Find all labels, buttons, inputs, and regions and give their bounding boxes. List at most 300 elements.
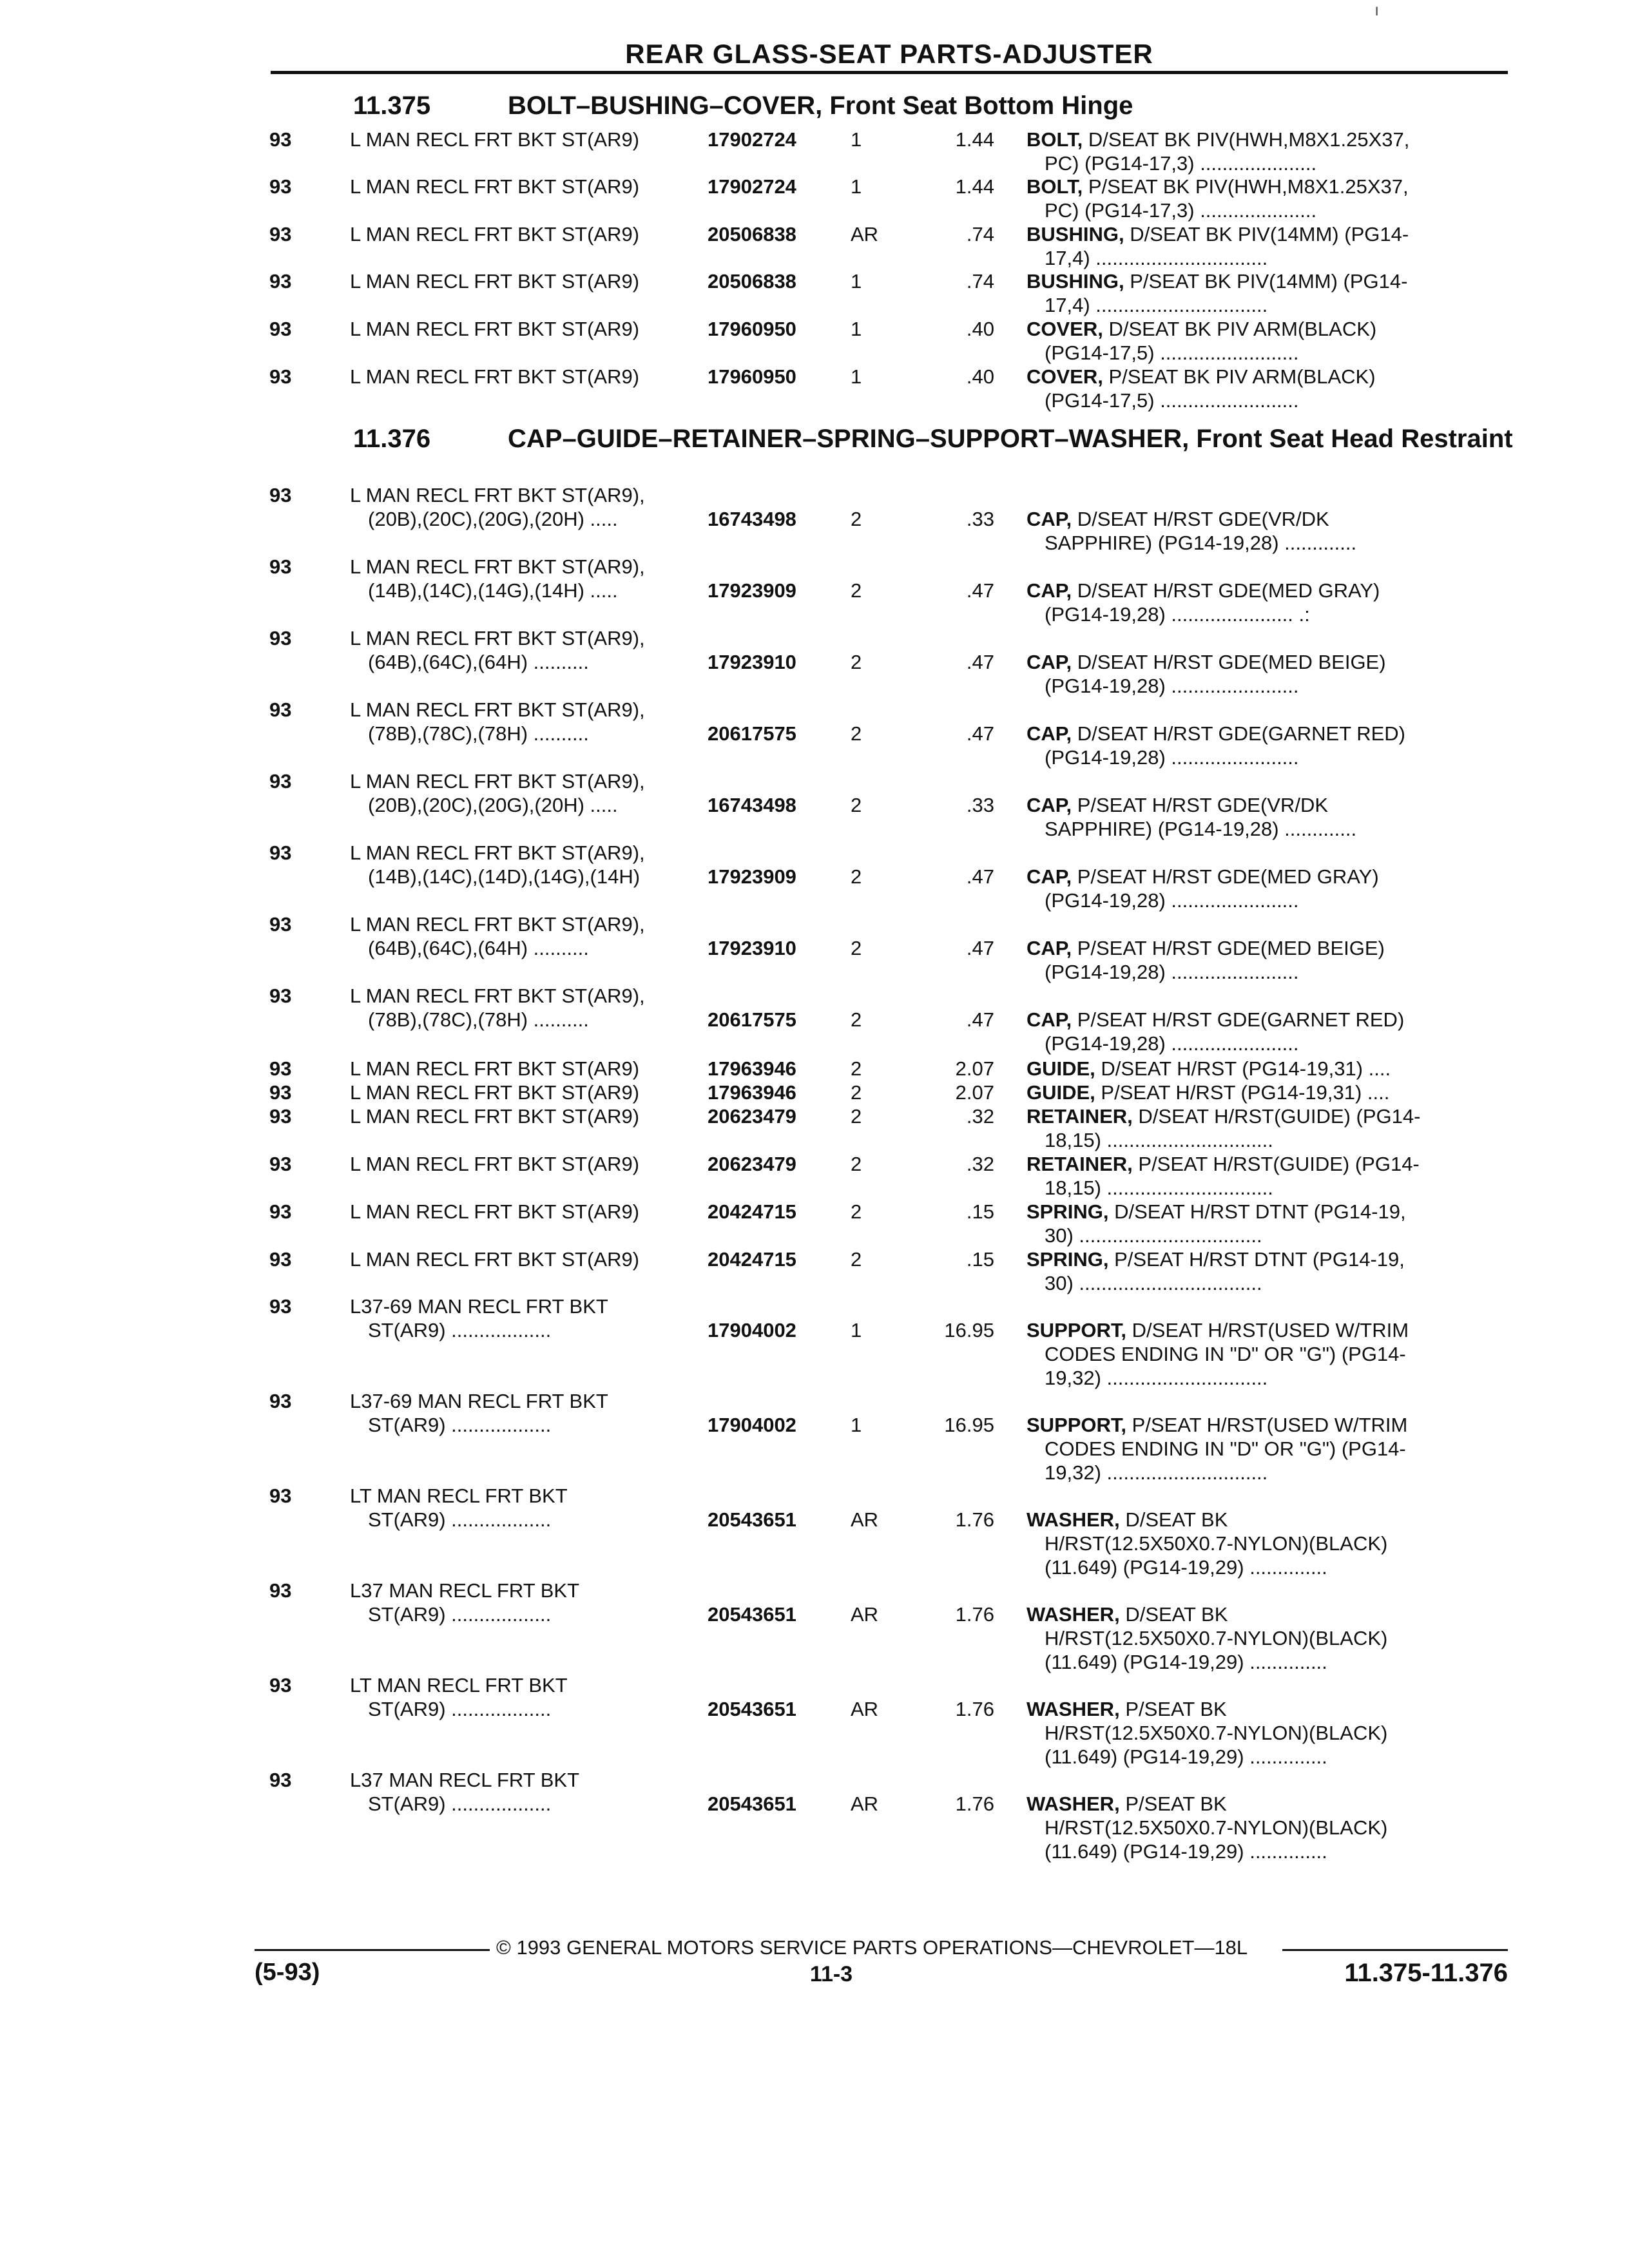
part-number: 20617575 bbox=[708, 722, 796, 745]
quantity: 1 bbox=[851, 1414, 862, 1436]
part-detail: D/SEAT H/RST GDE(GARNET RED) bbox=[1077, 722, 1405, 745]
part-name: WASHER, bbox=[1027, 1603, 1120, 1626]
vehicle-description-line: ST(AR9) .................. bbox=[368, 1319, 552, 1341]
part-description-line: 30) ................................. bbox=[1045, 1224, 1262, 1247]
price: 1.76 bbox=[955, 1698, 994, 1720]
part-number: 20506838 bbox=[708, 270, 796, 293]
part-detail: D/SEAT BK bbox=[1125, 1508, 1228, 1531]
vehicle-description bbox=[350, 1152, 685, 1176]
price: .15 bbox=[966, 1248, 994, 1271]
part-description-line bbox=[1027, 1153, 1420, 1175]
part-description bbox=[1027, 1413, 1503, 1485]
vehicle-description-line: L MAN RECL FRT BKT ST(AR9) bbox=[350, 1081, 640, 1104]
vehicle-description bbox=[350, 769, 685, 817]
part-name: BOLT, bbox=[1027, 175, 1083, 198]
model-year: 93 bbox=[269, 484, 292, 506]
quantity: 2 bbox=[851, 579, 862, 602]
part-description-line: (PG14-17,5) ......................... bbox=[1045, 389, 1299, 412]
vehicle-description-line: L MAN RECL FRT BKT ST(AR9) bbox=[350, 223, 640, 245]
part-description-line: 19,32) ............................. bbox=[1045, 1461, 1268, 1484]
part-description bbox=[1027, 365, 1503, 412]
vehicle-description-line: L MAN RECL FRT BKT ST(AR9) bbox=[350, 1200, 640, 1223]
part-detail: P/SEAT BK bbox=[1125, 1698, 1227, 1720]
part-detail: D/SEAT H/RST DTNT (PG14-19, bbox=[1114, 1200, 1406, 1223]
price: .74 bbox=[966, 223, 994, 245]
vehicle-description bbox=[350, 912, 685, 960]
price: .47 bbox=[966, 937, 994, 959]
part-description-line: 19,32) ............................. bbox=[1045, 1367, 1268, 1389]
vehicle-description bbox=[350, 222, 685, 246]
part-description bbox=[1027, 317, 1503, 365]
part-name: SUPPORT, bbox=[1027, 1319, 1127, 1341]
price: .15 bbox=[966, 1200, 994, 1223]
part-detail: P/SEAT H/RST GDE(MED BEIGE) bbox=[1077, 937, 1385, 959]
price: .40 bbox=[966, 318, 994, 340]
part-detail: D/SEAT BK PIV(HWH,M8X1.25X37, bbox=[1088, 128, 1410, 151]
part-description-line: PC) (PG14-17,3) ..................... bbox=[1045, 152, 1317, 175]
vehicle-description bbox=[350, 1673, 685, 1721]
part-name: CAP, bbox=[1027, 579, 1072, 602]
vehicle-description-line: L MAN RECL FRT BKT ST(AR9), bbox=[350, 985, 645, 1007]
part-description-line: (PG14-19,28) ....................... bbox=[1045, 746, 1299, 769]
part-number: 16743498 bbox=[708, 508, 796, 530]
vehicle-description bbox=[350, 1104, 685, 1128]
part-name: CAP, bbox=[1027, 794, 1072, 816]
vehicle-description-line: L MAN RECL FRT BKT ST(AR9) bbox=[350, 1153, 640, 1175]
model-year: 93 bbox=[269, 985, 292, 1007]
part-description bbox=[1027, 579, 1503, 626]
model-year: 93 bbox=[269, 318, 292, 340]
part-description-line: 30) ................................. bbox=[1045, 1272, 1262, 1294]
header-rule bbox=[271, 71, 1508, 74]
part-description-line: CODES ENDING IN "D" OR "G") (PG14- bbox=[1045, 1343, 1406, 1365]
part-description-line bbox=[1027, 1057, 1391, 1080]
part-name: COVER, bbox=[1027, 365, 1103, 388]
part-detail: D/SEAT BK PIV ARM(BLACK) bbox=[1108, 318, 1377, 340]
part-number: 20543651 bbox=[708, 1603, 796, 1626]
section-number: 11.375 bbox=[353, 91, 431, 120]
part-description bbox=[1027, 1008, 1503, 1055]
part-number: 20623479 bbox=[708, 1105, 796, 1128]
part-number: 17923909 bbox=[708, 579, 796, 602]
part-name: BOLT, bbox=[1027, 128, 1083, 151]
part-detail: D/SEAT H/RST GDE(VR/DK bbox=[1077, 508, 1329, 530]
vehicle-description bbox=[350, 1081, 685, 1104]
model-year: 93 bbox=[269, 1295, 292, 1318]
part-number: 20623479 bbox=[708, 1153, 796, 1175]
part-description-line: (PG14-17,5) ......................... bbox=[1045, 341, 1299, 364]
vehicle-description-line: (64B),(64C),(64H) .......... bbox=[368, 651, 589, 673]
model-year: 93 bbox=[269, 1579, 292, 1602]
stray-mark: ı bbox=[1374, 0, 1380, 19]
vehicle-description-line: (14B),(14C),(14D),(14G),(14H) bbox=[368, 865, 641, 888]
quantity: 2 bbox=[851, 937, 862, 959]
part-description-line bbox=[1027, 1698, 1227, 1720]
model-year: 93 bbox=[269, 770, 292, 793]
vehicle-description-line: L MAN RECL FRT BKT ST(AR9), bbox=[350, 698, 645, 721]
part-detail: D/SEAT H/RST(GUIDE) (PG14- bbox=[1138, 1105, 1421, 1128]
vehicle-description-line: (20B),(20C),(20G),(20H) ..... bbox=[368, 794, 618, 816]
part-description-line bbox=[1027, 1414, 1407, 1436]
part-description bbox=[1027, 1104, 1503, 1152]
part-description-line: SAPPHIRE) (PG14-19,28) ............. bbox=[1045, 532, 1357, 554]
vehicle-description bbox=[350, 365, 685, 389]
part-detail: D/SEAT BK PIV(14MM) (PG14- bbox=[1130, 223, 1409, 245]
vehicle-description-line: ST(AR9) .................. bbox=[368, 1508, 552, 1531]
model-year: 93 bbox=[269, 175, 292, 198]
part-description-line: (PG14-19,28) ....................... bbox=[1045, 675, 1299, 697]
price: 1.76 bbox=[955, 1792, 994, 1815]
part-description bbox=[1027, 1602, 1503, 1674]
vehicle-description-line: L MAN RECL FRT BKT ST(AR9), bbox=[350, 484, 645, 506]
vehicle-description-line: L MAN RECL FRT BKT ST(AR9), bbox=[350, 841, 645, 864]
part-description bbox=[1027, 1057, 1503, 1081]
part-description-line bbox=[1027, 128, 1409, 151]
part-description-line: (11.649) (PG14-19,29) .............. bbox=[1045, 1745, 1327, 1768]
vehicle-description bbox=[350, 1294, 685, 1342]
part-description-line bbox=[1027, 579, 1380, 602]
vehicle-description bbox=[350, 1247, 685, 1271]
part-name: WASHER, bbox=[1027, 1698, 1120, 1720]
part-description bbox=[1027, 128, 1503, 175]
quantity: AR bbox=[851, 1508, 879, 1531]
part-description bbox=[1027, 507, 1503, 555]
part-name: CAP, bbox=[1027, 937, 1072, 959]
price: 16.95 bbox=[944, 1414, 994, 1436]
section-name: BOLT–BUSHING–COVER, Front Seat Bottom Hinge bbox=[508, 91, 1133, 120]
price: .47 bbox=[966, 722, 994, 745]
quantity: 2 bbox=[851, 794, 862, 816]
part-detail: P/SEAT BK PIV(14MM) (PG14- bbox=[1130, 270, 1408, 293]
part-detail: P/SEAT H/RST GDE(MED GRAY) bbox=[1077, 865, 1379, 888]
part-detail: P/SEAT H/RST GDE(GARNET RED) bbox=[1077, 1008, 1405, 1031]
model-year: 93 bbox=[269, 627, 292, 649]
part-description-line bbox=[1027, 651, 1386, 673]
part-number: 20543651 bbox=[708, 1508, 796, 1531]
model-year: 93 bbox=[269, 1153, 292, 1175]
part-detail: D/SEAT H/RST(USED W/TRIM bbox=[1132, 1319, 1409, 1341]
model-year: 93 bbox=[269, 1200, 292, 1223]
vehicle-description-line: L MAN RECL FRT BKT ST(AR9) bbox=[350, 1248, 640, 1271]
part-description-line: H/RST(12.5X50X0.7-NYLON)(BLACK) bbox=[1045, 1532, 1388, 1555]
vehicle-description-line: L MAN RECL FRT BKT ST(AR9) bbox=[350, 318, 640, 340]
part-name: RETAINER, bbox=[1027, 1105, 1133, 1128]
part-name: CAP, bbox=[1027, 865, 1072, 888]
part-number: 17960950 bbox=[708, 365, 796, 388]
part-description-line bbox=[1027, 937, 1385, 959]
part-description-line bbox=[1027, 223, 1409, 245]
part-number: 17902724 bbox=[708, 128, 796, 151]
part-name: CAP, bbox=[1027, 1008, 1072, 1031]
part-detail: P/SEAT H/RST(GUIDE) (PG14- bbox=[1138, 1153, 1420, 1175]
price: .47 bbox=[966, 865, 994, 888]
part-detail: P/SEAT H/RST DTNT (PG14-19, bbox=[1114, 1248, 1405, 1271]
part-name: SPRING, bbox=[1027, 1248, 1109, 1271]
part-description-line bbox=[1027, 1508, 1228, 1531]
vehicle-description-line: L MAN RECL FRT BKT ST(AR9) bbox=[350, 1057, 640, 1080]
quantity: 2 bbox=[851, 722, 862, 745]
part-description-line: (11.649) (PG14-19,29) .............. bbox=[1045, 1556, 1327, 1579]
vehicle-description-line: LT MAN RECL FRT BKT bbox=[350, 1485, 568, 1507]
price: .47 bbox=[966, 1008, 994, 1031]
vehicle-description-line: L37 MAN RECL FRT BKT bbox=[350, 1769, 580, 1791]
vehicle-description bbox=[350, 269, 685, 293]
vehicle-description-line: L MAN RECL FRT BKT ST(AR9) bbox=[350, 365, 640, 388]
model-year: 93 bbox=[269, 270, 292, 293]
price: 16.95 bbox=[944, 1319, 994, 1341]
part-description-line bbox=[1027, 722, 1405, 745]
part-name: BUSHING, bbox=[1027, 223, 1124, 245]
part-detail: P/SEAT BK PIV(HWH,M8X1.25X37, bbox=[1088, 175, 1409, 198]
part-description bbox=[1027, 269, 1503, 317]
part-description-line: (PG14-19,28) ....................... bbox=[1045, 961, 1299, 983]
part-description bbox=[1027, 1697, 1503, 1769]
part-name: SUPPORT, bbox=[1027, 1414, 1127, 1436]
part-description bbox=[1027, 1318, 1503, 1390]
quantity: 2 bbox=[851, 1200, 862, 1223]
part-detail: D/SEAT H/RST (PG14-19,31) .... bbox=[1101, 1057, 1391, 1080]
quantity: 2 bbox=[851, 1248, 862, 1271]
page-title: REAR GLASS-SEAT PARTS-ADJUSTER bbox=[625, 39, 1153, 69]
section-name: CAP–GUIDE–RETAINER–SPRING–SUPPORT–WASHER, Front Seat Head Restraint bbox=[508, 425, 1513, 453]
model-year: 93 bbox=[269, 223, 292, 245]
part-description-line bbox=[1027, 1248, 1405, 1271]
part-description-line: PC) (PG14-17,3) ..................... bbox=[1045, 199, 1317, 222]
vehicle-description bbox=[350, 317, 685, 341]
vehicle-description-line: L MAN RECL FRT BKT ST(AR9) bbox=[350, 270, 640, 293]
part-number: 20424715 bbox=[708, 1200, 796, 1223]
part-number: 20424715 bbox=[708, 1248, 796, 1271]
part-description bbox=[1027, 1508, 1503, 1579]
part-number: 20543651 bbox=[708, 1792, 796, 1815]
part-name: CAP, bbox=[1027, 651, 1072, 673]
vehicle-description-line: ST(AR9) .................. bbox=[368, 1603, 552, 1626]
part-description-line: 18,15) .............................. bbox=[1045, 1177, 1273, 1199]
vehicle-description-line: L MAN RECL FRT BKT ST(AR9) bbox=[350, 1105, 640, 1128]
part-description-line bbox=[1027, 1081, 1389, 1104]
quantity: 1 bbox=[851, 175, 862, 198]
vehicle-description bbox=[350, 1484, 685, 1532]
part-description-line bbox=[1027, 1008, 1404, 1031]
vehicle-description-line: L MAN RECL FRT BKT ST(AR9), bbox=[350, 627, 645, 649]
price: 2.07 bbox=[955, 1057, 994, 1080]
price: .47 bbox=[966, 579, 994, 602]
model-year: 93 bbox=[269, 1248, 292, 1271]
part-detail: D/SEAT H/RST GDE(MED BEIGE) bbox=[1077, 651, 1386, 673]
part-description-line: H/RST(12.5X50X0.7-NYLON)(BLACK) bbox=[1045, 1627, 1388, 1649]
part-description-line bbox=[1027, 1200, 1406, 1223]
part-description-line bbox=[1027, 1105, 1420, 1128]
model-year: 93 bbox=[269, 1485, 292, 1507]
vehicle-description-line: L37 MAN RECL FRT BKT bbox=[350, 1579, 580, 1602]
part-number: 20506838 bbox=[708, 223, 796, 245]
price: .47 bbox=[966, 651, 994, 673]
vehicle-description bbox=[350, 698, 685, 745]
vehicle-description-line: L MAN RECL FRT BKT ST(AR9), bbox=[350, 913, 645, 936]
vehicle-description bbox=[350, 555, 685, 602]
vehicle-description-line: LT MAN RECL FRT BKT bbox=[350, 1674, 568, 1696]
footer-section-range: 11.375-11.376 bbox=[1344, 1959, 1508, 1987]
part-description bbox=[1027, 1200, 1503, 1247]
part-detail: P/SEAT H/RST (PG14-19,31) .... bbox=[1101, 1081, 1390, 1104]
vehicle-description-line: L37-69 MAN RECL FRT BKT bbox=[350, 1390, 608, 1412]
footer-rule-left bbox=[255, 1949, 490, 1951]
vehicle-description-line: L MAN RECL FRT BKT ST(AR9), bbox=[350, 555, 645, 578]
part-name: COVER, bbox=[1027, 318, 1103, 340]
model-year: 93 bbox=[269, 1081, 292, 1104]
part-description-line bbox=[1027, 865, 1379, 888]
price: .33 bbox=[966, 794, 994, 816]
vehicle-description bbox=[350, 1057, 685, 1081]
part-description-line: 17,4) ............................... bbox=[1045, 247, 1268, 269]
quantity: AR bbox=[851, 223, 879, 245]
vehicle-description bbox=[350, 483, 685, 531]
vehicle-description bbox=[350, 984, 685, 1032]
part-description-line bbox=[1027, 508, 1329, 530]
vehicle-description bbox=[350, 128, 685, 151]
part-description bbox=[1027, 1247, 1503, 1295]
part-detail: P/SEAT H/RST(USED W/TRIM bbox=[1132, 1414, 1408, 1436]
part-name: GUIDE, bbox=[1027, 1081, 1095, 1104]
part-description-line bbox=[1027, 1603, 1228, 1626]
part-detail: P/SEAT H/RST GDE(VR/DK bbox=[1077, 794, 1329, 816]
part-number: 17923909 bbox=[708, 865, 796, 888]
price: .32 bbox=[966, 1153, 994, 1175]
part-number: 16743498 bbox=[708, 794, 796, 816]
vehicle-description-line: ST(AR9) .................. bbox=[368, 1698, 552, 1720]
model-year: 93 bbox=[269, 698, 292, 721]
part-description-line: (PG14-19,28) ....................... bbox=[1045, 889, 1299, 912]
vehicle-description bbox=[350, 626, 685, 674]
model-year: 93 bbox=[269, 913, 292, 936]
vehicle-description-line: L MAN RECL FRT BKT ST(AR9) bbox=[350, 128, 640, 151]
part-number: 17904002 bbox=[708, 1414, 796, 1436]
vehicle-description bbox=[350, 175, 685, 198]
quantity: 2 bbox=[851, 508, 862, 530]
vehicle-description-line: L MAN RECL FRT BKT ST(AR9), bbox=[350, 770, 645, 793]
part-description bbox=[1027, 1081, 1503, 1104]
part-description bbox=[1027, 650, 1503, 698]
part-name: BUSHING, bbox=[1027, 270, 1124, 293]
quantity: 2 bbox=[851, 1081, 862, 1104]
vehicle-description bbox=[350, 1200, 685, 1224]
part-description bbox=[1027, 865, 1503, 912]
part-name: CAP, bbox=[1027, 722, 1072, 745]
model-year: 93 bbox=[269, 1674, 292, 1696]
vehicle-description-line: (14B),(14C),(14G),(14H) ..... bbox=[368, 579, 618, 602]
quantity: 2 bbox=[851, 865, 862, 888]
part-description-line bbox=[1027, 175, 1409, 198]
part-description-line: (11.649) (PG14-19,29) .............. bbox=[1045, 1651, 1327, 1673]
quantity: 2 bbox=[851, 1008, 862, 1031]
part-name: WASHER, bbox=[1027, 1508, 1120, 1531]
part-number: 17963946 bbox=[708, 1057, 796, 1080]
price: .40 bbox=[966, 365, 994, 388]
part-name: SPRING, bbox=[1027, 1200, 1109, 1223]
part-description-line bbox=[1027, 1319, 1409, 1341]
part-detail: P/SEAT BK PIV ARM(BLACK) bbox=[1108, 365, 1376, 388]
part-name: RETAINER, bbox=[1027, 1153, 1133, 1175]
part-description bbox=[1027, 936, 1503, 984]
quantity: 1 bbox=[851, 365, 862, 388]
section-number: 11.376 bbox=[353, 425, 431, 453]
part-description-line: H/RST(12.5X50X0.7-NYLON)(BLACK) bbox=[1045, 1722, 1388, 1744]
vehicle-description bbox=[350, 1768, 685, 1816]
part-description-line: 17,4) ............................... bbox=[1045, 294, 1268, 316]
part-description-line bbox=[1027, 318, 1376, 340]
quantity: 1 bbox=[851, 318, 862, 340]
model-year: 93 bbox=[269, 1105, 292, 1128]
vehicle-description bbox=[350, 841, 685, 889]
part-description-line: (PG14-19,28) ...................... .: bbox=[1045, 603, 1310, 626]
quantity: 2 bbox=[851, 651, 862, 673]
part-description bbox=[1027, 1152, 1503, 1200]
part-name: WASHER, bbox=[1027, 1792, 1120, 1815]
quantity: 2 bbox=[851, 1105, 862, 1128]
price: 1.76 bbox=[955, 1508, 994, 1531]
vehicle-description-line: L37-69 MAN RECL FRT BKT bbox=[350, 1295, 608, 1318]
part-number: 20543651 bbox=[708, 1698, 796, 1720]
footer-rule-right bbox=[1282, 1949, 1508, 1951]
vehicle-description-line: (64B),(64C),(64H) .......... bbox=[368, 937, 589, 959]
model-year: 93 bbox=[269, 1769, 292, 1791]
part-number: 17923910 bbox=[708, 937, 796, 959]
part-description-line: (PG14-19,28) ....................... bbox=[1045, 1032, 1299, 1055]
price: 1.76 bbox=[955, 1603, 994, 1626]
quantity: 2 bbox=[851, 1057, 862, 1080]
part-description-line: CODES ENDING IN "D" OR "G") (PG14- bbox=[1045, 1437, 1406, 1460]
model-year: 93 bbox=[269, 128, 292, 151]
part-description bbox=[1027, 222, 1503, 270]
part-description bbox=[1027, 722, 1503, 769]
part-detail: P/SEAT BK bbox=[1125, 1792, 1227, 1815]
part-number: 17923910 bbox=[708, 651, 796, 673]
part-description-line: H/RST(12.5X50X0.7-NYLON)(BLACK) bbox=[1045, 1816, 1388, 1839]
model-year: 93 bbox=[269, 555, 292, 578]
quantity: 2 bbox=[851, 1153, 862, 1175]
part-description bbox=[1027, 1792, 1503, 1863]
part-number: 17960950 bbox=[708, 318, 796, 340]
part-description bbox=[1027, 175, 1503, 222]
price: 1.44 bbox=[955, 175, 994, 198]
vehicle-description-line: L MAN RECL FRT BKT ST(AR9) bbox=[350, 175, 640, 198]
part-description bbox=[1027, 793, 1503, 841]
model-year: 93 bbox=[269, 1057, 292, 1080]
vehicle-description-line: (78B),(78C),(78H) .......... bbox=[368, 1008, 589, 1031]
part-number: 17904002 bbox=[708, 1319, 796, 1341]
part-detail: D/SEAT BK bbox=[1125, 1603, 1228, 1626]
vehicle-description bbox=[350, 1579, 685, 1626]
price: .33 bbox=[966, 508, 994, 530]
price: .32 bbox=[966, 1105, 994, 1128]
part-number: 20617575 bbox=[708, 1008, 796, 1031]
vehicle-description bbox=[350, 1389, 685, 1437]
model-year: 93 bbox=[269, 365, 292, 388]
vehicle-description-line: ST(AR9) .................. bbox=[368, 1792, 552, 1815]
model-year: 93 bbox=[269, 1390, 292, 1412]
part-number: 17963946 bbox=[708, 1081, 796, 1104]
vehicle-description-line: ST(AR9) .................. bbox=[368, 1414, 552, 1436]
part-name: CAP, bbox=[1027, 508, 1072, 530]
price: 2.07 bbox=[955, 1081, 994, 1104]
part-detail: D/SEAT H/RST GDE(MED GRAY) bbox=[1077, 579, 1380, 602]
quantity: AR bbox=[851, 1698, 879, 1720]
part-number: 17902724 bbox=[708, 175, 796, 198]
part-description-line bbox=[1027, 270, 1407, 293]
vehicle-description-line: (20B),(20C),(20G),(20H) ..... bbox=[368, 508, 618, 530]
quantity: 1 bbox=[851, 128, 862, 151]
quantity: 1 bbox=[851, 270, 862, 293]
